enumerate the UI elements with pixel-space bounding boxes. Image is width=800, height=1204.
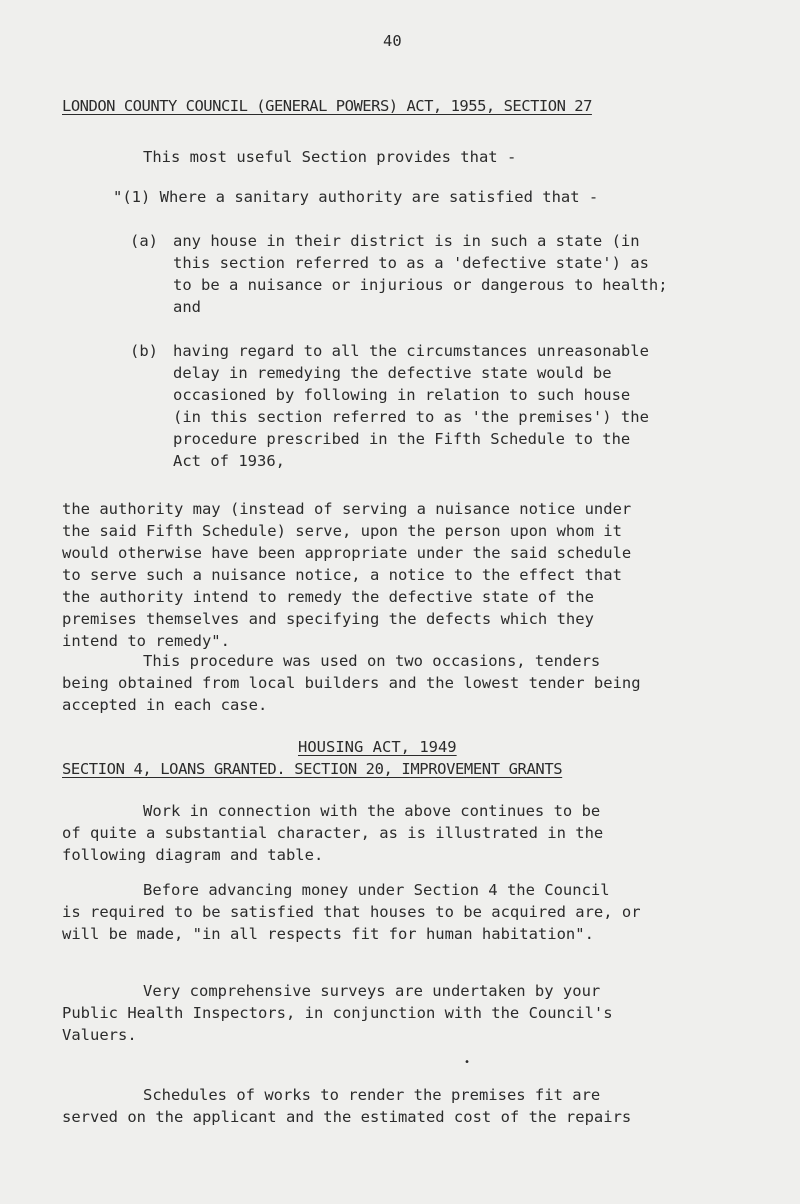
body-line: would otherwise have been appropriate under the said schedule	[62, 544, 632, 562]
clause-line: and	[173, 298, 201, 316]
procedure-paragraph	[62, 650, 742, 716]
paragraph-work-continues	[62, 800, 742, 866]
clause-line: this section referred to as a 'defective state') as	[173, 254, 649, 272]
clause-a-label: (a)	[130, 232, 158, 250]
clause-a-text	[173, 230, 668, 318]
body-line: the said Fifth Schedule) serve, upon the person upon whom it	[62, 522, 622, 540]
body-line: is required to be satisfied that houses to be acquired are, or	[62, 903, 641, 921]
body-line: will be made, "in all respects fit for human habitation".	[62, 925, 594, 943]
clause-line: having regard to all the circumstances unreasonable	[173, 342, 649, 360]
body-line: accepted in each case.	[62, 696, 268, 714]
clause-a	[130, 230, 770, 318]
body-line: Valuers.	[62, 1026, 137, 1044]
heading-housing-act: HOUSING ACT, 1949	[298, 738, 457, 756]
body-line: the authority intend to remedy the defective state of the	[62, 588, 594, 606]
stray-mark: •	[464, 1057, 471, 1068]
clause-b-label: (b)	[130, 342, 158, 360]
paragraph-surveys	[62, 980, 742, 1046]
body-line: Work in connection with the above continues to be	[143, 802, 601, 820]
paragraph-schedules	[62, 1084, 742, 1128]
body-line: premises themselves and specifying the defects which they	[62, 610, 594, 628]
clause-b-text	[173, 340, 649, 472]
body-line: intend to remedy".	[62, 632, 230, 650]
intro-line: This most useful Section provides that -	[143, 148, 517, 166]
clause-line: occasioned by following in relation to such house	[173, 386, 631, 404]
clause-line: procedure prescribed in the Fifth Schedule to the	[173, 430, 631, 448]
body-line: following diagram and table.	[62, 846, 324, 864]
clause-line: delay in remedying the defective state would be	[173, 364, 612, 382]
body-line: Public Health Inspectors, in conjunction with the Council's	[62, 1004, 613, 1022]
clause-line: Act of 1936,	[173, 452, 285, 470]
body-line: Before advancing money under Section 4 the Council	[143, 881, 610, 899]
body-line: Schedules of works to render the premises fit are	[143, 1086, 601, 1104]
body-line: the authority may (instead of serving a nuisance notice under	[62, 500, 632, 518]
clause-b	[130, 340, 770, 472]
body-line: Very comprehensive surveys are undertaken by your	[143, 982, 601, 1000]
subsection-1: "(1) Where a sanitary authority are satisfied that -	[113, 188, 599, 206]
section-title-lcc-act: LONDON COUNTY COUNCIL (GENERAL POWERS) ACT, 1955, SECTION 27	[62, 97, 592, 115]
clause-line: to be a nuisance or injurious or dangerous to health;	[173, 276, 668, 294]
body-line: to serve such a nuisance notice, a notice to the effect that	[62, 566, 622, 584]
body-paragraph-authority	[62, 498, 742, 652]
body-line: served on the applicant and the estimated cost of the repairs	[62, 1108, 632, 1126]
heading-loans-grants: SECTION 4, LOANS GRANTED. SECTION 20, IMPROVEMENT GRANTS	[62, 760, 563, 778]
paragraph-before-advancing	[62, 879, 742, 945]
body-line: being obtained from local builders and the lowest tender being	[62, 674, 641, 692]
clause-line: any house in their district is in such a state (in	[173, 232, 640, 250]
clause-line: (in this section referred to as 'the premises') the	[173, 408, 649, 426]
body-line: This procedure was used on two occasions, tenders	[143, 652, 601, 670]
page-number: 40	[383, 32, 402, 50]
body-line: of quite a substantial character, as is illustrated in the	[62, 824, 604, 842]
